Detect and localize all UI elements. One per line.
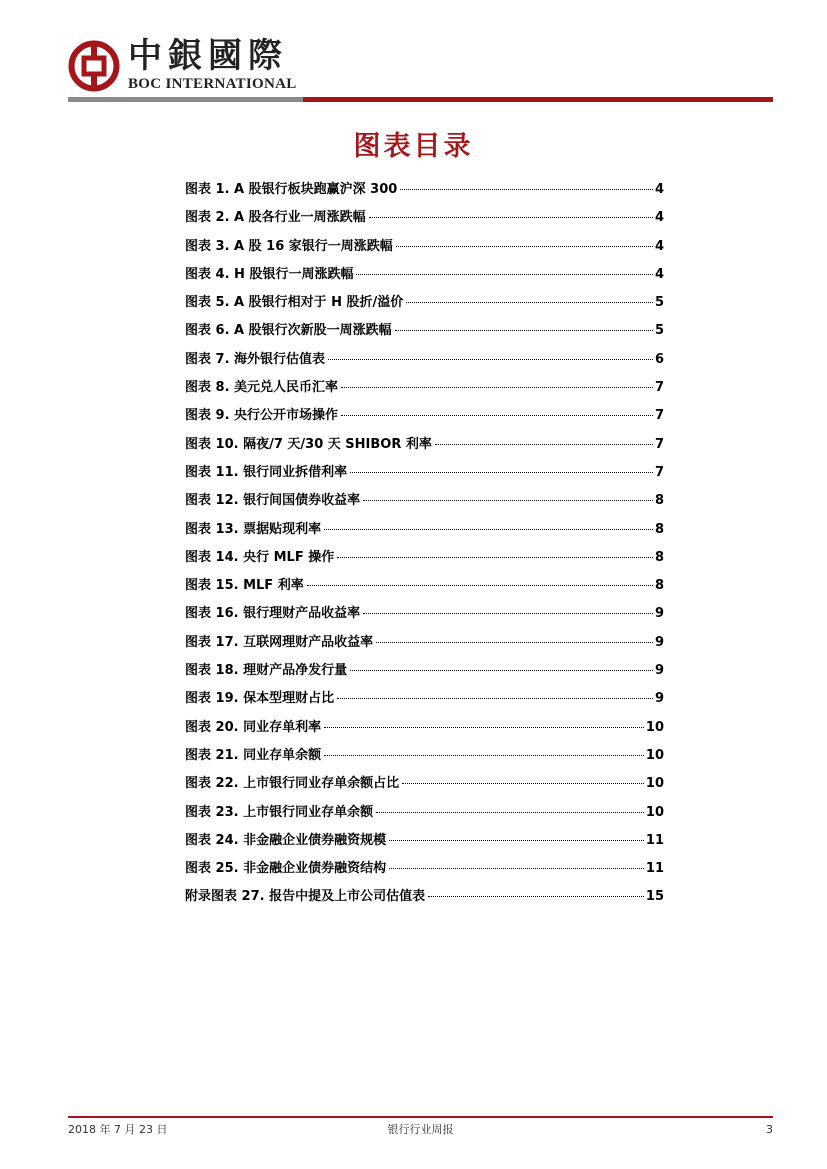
toc-entry[interactable] (185, 289, 664, 317)
toc-entry-page[interactable]: 15 (645, 889, 664, 905)
toc-dot-leader (376, 642, 653, 643)
toc-entry-page[interactable]: 9 (654, 634, 664, 650)
toc-dot-leader (389, 840, 644, 841)
toc-entry-page[interactable]: 8 (654, 578, 664, 594)
toc-entry-label[interactable]: 图表 15. MLF 利率 (185, 578, 304, 594)
toc-dot-leader (396, 246, 653, 247)
toc-entry[interactable] (185, 685, 664, 713)
toc-entry[interactable] (185, 261, 664, 289)
toc-dot-leader (428, 896, 644, 897)
toc-dot-leader (363, 500, 653, 501)
toc-entry-page[interactable]: 8 (654, 493, 664, 509)
toc-entry[interactable] (185, 402, 664, 430)
toc-entry[interactable] (185, 204, 664, 232)
toc-entry-label[interactable]: 图表 11. 银行同业拆借利率 (185, 464, 348, 480)
toc-entry-page[interactable]: 6 (654, 351, 664, 367)
toc-entry-label[interactable]: 图表 1. A 股银行板块跑赢沪深 300 (185, 182, 398, 197)
footer-date: 2018 年 7 月 23 日 (68, 1123, 168, 1136)
toc-entry[interactable] (185, 176, 664, 204)
header-rule-grey (68, 97, 303, 102)
toc-entry-page[interactable]: 4 (654, 182, 664, 197)
toc-dot-leader (324, 727, 644, 728)
toc-entry-page[interactable]: 8 (654, 521, 664, 537)
toc-entry-page[interactable]: 9 (654, 606, 664, 622)
toc-entry[interactable] (185, 742, 664, 770)
logo-english-name: BOC INTERNATIONAL (128, 76, 297, 92)
toc-entry-label[interactable]: 图表 24. 非金融企业债券融资规模 (185, 832, 387, 848)
toc-entry[interactable] (185, 233, 664, 261)
toc-entry-label[interactable]: 图表 5. A 股银行相对于 H 股折/溢价 (185, 295, 404, 311)
toc-entry[interactable] (185, 487, 664, 515)
toc-entry-page[interactable]: 5 (654, 323, 664, 339)
toc-entry-page[interactable]: 4 (654, 238, 664, 254)
toc-entry-label[interactable]: 图表 23. 上市银行同业存单余额 (185, 804, 374, 820)
toc-dot-leader (324, 529, 653, 530)
toc-dot-leader (402, 783, 644, 784)
toc-entry-label[interactable]: 图表 13. 票据贴现利率 (185, 521, 322, 537)
logo-chinese-name: 中銀國際 (128, 36, 288, 76)
toc-entry-page[interactable]: 8 (654, 549, 664, 565)
toc-dot-leader (363, 613, 653, 614)
toc-dot-leader (395, 330, 653, 331)
toc-entry-label[interactable]: 图表 7. 海外银行估值表 (185, 351, 326, 367)
toc-entry[interactable] (185, 827, 664, 855)
table-of-figures (185, 176, 664, 912)
toc-entry-label[interactable]: 图表 4. H 股银行一周涨跌幅 (185, 266, 354, 282)
toc-entry[interactable] (185, 714, 664, 742)
toc-entry-page[interactable]: 5 (654, 295, 664, 311)
toc-entry-label[interactable]: 图表 6. A 股银行次新股一周涨跌幅 (185, 323, 392, 339)
toc-entry-label[interactable]: 图表 16. 银行理财产品收益率 (185, 606, 361, 622)
toc-dot-leader (356, 274, 653, 275)
toc-entry-label[interactable]: 图表 3. A 股 16 家银行一周涨跌幅 (185, 238, 393, 254)
toc-dot-leader (369, 217, 653, 218)
toc-dot-leader (324, 755, 644, 756)
toc-dot-leader (400, 189, 653, 190)
toc-entry[interactable] (185, 799, 664, 827)
footer-rule (68, 1116, 773, 1118)
toc-entry[interactable] (185, 374, 664, 402)
toc-entry-label[interactable]: 图表 17. 互联网理财产品收益率 (185, 634, 374, 650)
header-rule-red (303, 97, 773, 102)
toc-dot-leader (341, 387, 653, 388)
toc-dot-leader (337, 557, 653, 558)
toc-dot-leader (406, 302, 653, 303)
toc-entry-label[interactable]: 图表 2. A 股各行业一周涨跌幅 (185, 210, 366, 226)
toc-entry[interactable] (185, 770, 664, 798)
page-title: 图表目录 (353, 131, 474, 162)
toc-entry-page[interactable]: 10 (645, 804, 664, 820)
toc-entry-label[interactable]: 图表 14. 央行 MLF 操作 (185, 549, 335, 565)
toc-entry[interactable] (185, 855, 664, 883)
toc-entry-page[interactable]: 9 (654, 691, 664, 707)
toc-entry[interactable] (185, 600, 664, 628)
toc-dot-leader (341, 415, 653, 416)
toc-entry-label[interactable]: 图表 12. 银行间国债券收益率 (185, 493, 361, 509)
toc-entry-page[interactable]: 11 (645, 861, 664, 877)
boc-logo-icon (68, 40, 120, 92)
toc-entry[interactable] (185, 317, 664, 345)
toc-entry-label[interactable]: 图表 20. 同业存单利率 (185, 719, 322, 735)
toc-dot-leader (389, 868, 644, 869)
toc-entry-label[interactable]: 图表 9. 央行公开市场操作 (185, 408, 339, 424)
toc-dot-leader (307, 585, 653, 586)
toc-entry-page[interactable]: 7 (654, 408, 664, 424)
toc-entry-label[interactable]: 图表 21. 同业存单余额 (185, 747, 322, 763)
toc-entry-page[interactable]: 9 (654, 663, 664, 679)
toc-entry[interactable] (185, 346, 664, 374)
toc-entry-page[interactable]: 4 (654, 266, 664, 282)
toc-entry-label[interactable]: 图表 22. 上市银行同业存单余额占比 (185, 776, 400, 792)
toc-entry-page[interactable]: 10 (645, 776, 664, 792)
toc-entry[interactable] (185, 459, 664, 487)
toc-entry-label[interactable]: 图表 19. 保本型理财占比 (185, 691, 335, 707)
toc-entry-label[interactable]: 图表 18. 理财产品净发行量 (185, 663, 348, 679)
toc-entry[interactable] (185, 657, 664, 685)
toc-dot-leader (337, 698, 653, 699)
toc-entry-page[interactable]: 7 (654, 464, 664, 480)
toc-entry-page[interactable]: 10 (645, 747, 664, 763)
toc-entry[interactable] (185, 544, 664, 572)
toc-entry-page[interactable]: 7 (654, 436, 664, 452)
toc-entry-page[interactable]: 4 (654, 210, 664, 226)
toc-dot-leader (376, 812, 644, 813)
page-footer (68, 1121, 773, 1139)
toc-entry-label[interactable]: 图表 10. 隔夜/7 天/30 天 SHIBOR 利率 (185, 436, 432, 452)
toc-entry[interactable] (185, 572, 664, 600)
toc-entry[interactable] (185, 883, 664, 911)
toc-entry-label[interactable]: 附录图表 27. 报告中提及上市公司估值表 (185, 889, 426, 905)
footer-report-name: 银行行业周报 (387, 1123, 454, 1136)
toc-entry[interactable] (185, 431, 664, 459)
toc-entry[interactable] (185, 629, 664, 657)
toc-entry[interactable] (185, 516, 664, 544)
toc-entry-label[interactable]: 图表 8. 美元兑人民币汇率 (185, 380, 339, 396)
page-header (0, 0, 827, 110)
toc-entry-page[interactable]: 11 (645, 832, 664, 848)
footer-page-number: 3 (766, 1123, 773, 1136)
toc-entry-page[interactable]: 10 (645, 719, 664, 735)
toc-dot-leader (328, 359, 653, 360)
toc-dot-leader (350, 472, 653, 473)
toc-dot-leader (435, 444, 653, 445)
toc-entry-page[interactable]: 7 (654, 380, 664, 396)
toc-dot-leader (350, 670, 653, 671)
toc-entry-label[interactable]: 图表 25. 非金融企业债券融资结构 (185, 861, 387, 877)
